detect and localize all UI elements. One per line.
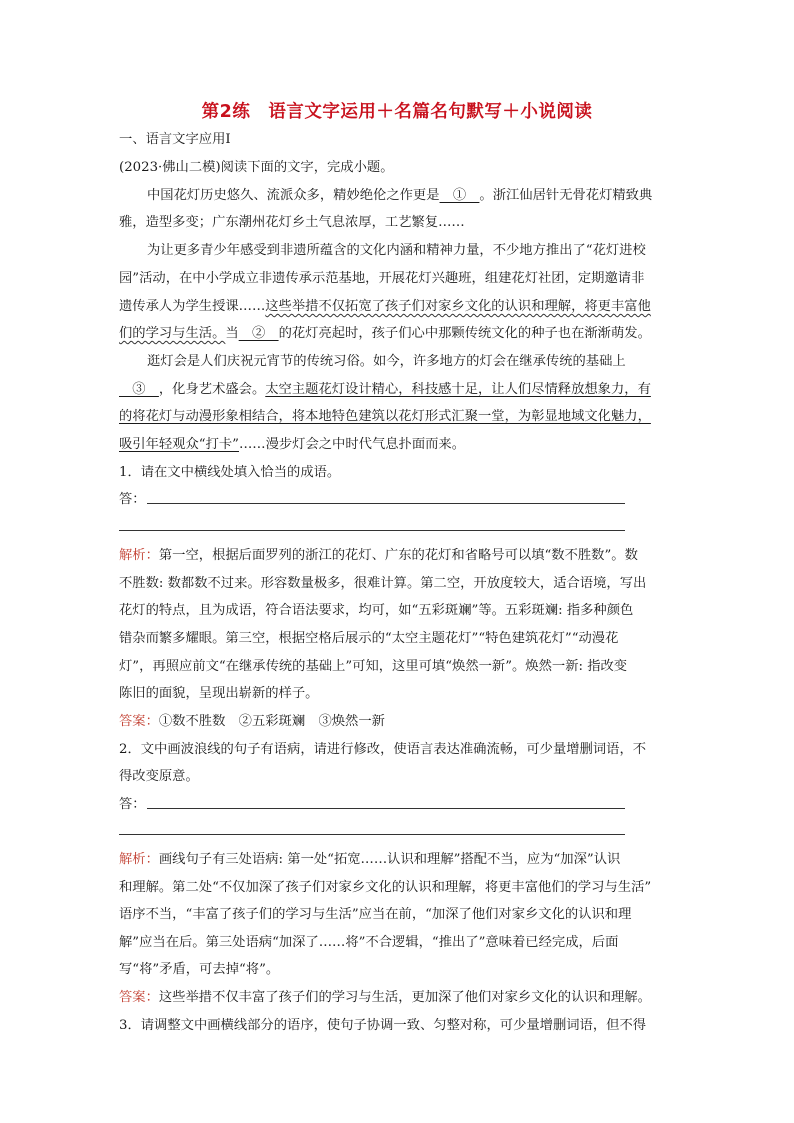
question-3: 3．请调整文中画横线部分的语序，使句子协调一致、匀整对称，可少量增删词语，但不得 <box>119 1018 647 1033</box>
analysis-label: 解析： <box>119 548 159 563</box>
answer-prefix: 答： <box>119 797 146 812</box>
passage-line: 吸引年轻观众“打卡”……漫步灯会之中时代气息扑面而来。 <box>119 437 466 452</box>
key-label: 答案： <box>119 714 159 729</box>
blank-3: ③ <box>119 382 159 397</box>
source-line: (2023·佛山二模)阅读下面的文字，完成小题。 <box>119 160 394 175</box>
wavy-sentence: 这些举措不仅拓宽了孩子们对家乡文化的认识和理解，将更丰富他 <box>265 299 651 314</box>
passage-line <box>119 408 651 425</box>
question-1: 1．请在文中横线处填入恰当的成语。 <box>119 465 341 480</box>
question-2: 2．文中画波浪线的句子有语病，请进行修改，使语言表达准确流畅，可少量增删词语，不 <box>119 742 647 757</box>
underlined-sentence: 吸引年轻观众“打卡” <box>119 437 239 452</box>
underlined-sentence: 太空主题花灯设计精心，科技感十足，让人们尽情释放想象力，有 <box>265 382 651 397</box>
analysis-line: 解析：画线句子有三处语病: 第一处“拓宽……认识和理解”搭配不当，应为“加深”认识 <box>119 852 621 867</box>
analysis-label: 解析： <box>119 852 159 867</box>
underlined-sentence: 的将花灯与动漫形象相结合，将本地特色建筑以花灯形式汇聚一堂，为彰显地域文化魅力， <box>119 409 651 424</box>
blank-2: ② <box>238 326 279 341</box>
analysis-line: 陈旧的面貌，呈现出崭新的样子。 <box>119 686 319 701</box>
passage-line: 雅，造型多变；广东潮州花灯乡土气息浓厚，工艺繁复…… <box>119 215 465 230</box>
analysis-line: 语序不当，“丰富了孩子们的学习与生活”应当在前，“加深了他们对家乡文化的认识和理 <box>119 907 632 922</box>
analysis-line: 写“将”矛盾，可去掉“将”。 <box>119 962 280 977</box>
analysis-line: 和理解。第二处“不仅加深了孩子们对家乡文化的认识和理解，将更丰富他们的学习与生活” <box>119 880 652 895</box>
page-title: 第2练 语言文字运用＋名篇名句默写＋小说阅读 <box>201 102 593 122</box>
passage-line: 遗传承人为学生授课……这些举措不仅拓宽了孩子们对家乡文化的认识和理解，将更丰富他 <box>119 299 651 314</box>
section-heading: 一、语言文字应用Ⅰ <box>119 132 231 147</box>
passage-line: ③ ，化身艺术盛会。太空主题花灯设计精心，科技感十足，让人们尽情释放想象力，有 <box>119 382 651 397</box>
passage-line: 逛灯会是人们庆祝元宵节的传统习俗。如今，许多地方的灯会在继承传统的基础上 <box>147 354 626 369</box>
key-line: 答案：①数不胜数 ②五彩斑斓 ③焕然一新 <box>119 714 385 729</box>
answer-line <box>147 808 625 809</box>
analysis-line: 花灯的特点，且为成语，符合语法要求，均可，如“五彩斑斓”等。五彩斑斓: 指多种颜色 <box>119 603 634 618</box>
passage-line: 为让更多青少年感受到非遗所蕴含的文化内涵和精神力量，不少地方推出了“花灯进校 <box>147 243 646 258</box>
question-2: 得改变原意。 <box>119 769 199 784</box>
key-label: 答案： <box>119 990 159 1005</box>
answer-line <box>147 503 625 504</box>
answer-line <box>119 834 625 835</box>
analysis-line: 解析：第一空，根据后面罗列的浙江的花灯、广东的花灯和省略号可以填“数不胜数”。数 <box>119 548 638 563</box>
answer-prefix: 答： <box>119 492 146 507</box>
passage-line: 园”活动，在中小学成立非遗传承示范基地，开展花灯兴趣班，组建花灯社团，定期邀请非 <box>119 271 645 286</box>
passage-line: 们的学习与生活。当 ② 的花灯亮起时，孩子们心中那颗传统文化的种子也在渐渐萌发。 <box>119 326 651 341</box>
analysis-line: 不胜数: 数都数不过来。形容数量极多，很难计算。第二空，开放度较大，适合语境，写出 <box>119 576 647 591</box>
passage-line: 中国花灯历史悠久、流派众多，精妙绝伦之作更是 ① 。浙江仙居针无骨花灯精致典 <box>147 188 653 203</box>
answer-line <box>119 530 625 531</box>
blank-1: ① <box>439 188 480 203</box>
key-line: 答案：这些举措不仅丰富了孩子们的学习与生活，更加深了他们对家乡文化的认识和理解。 <box>119 990 651 1005</box>
analysis-line: 解”应当在后。第三处语病“加深了……将”不合逻辑，“推出了”意味着已经完成，后面 <box>119 935 619 950</box>
analysis-line: 错杂而繁多耀眼。第三空，根据空格后展示的“太空主题花灯”“特色建筑花灯”“动漫花 <box>119 631 619 646</box>
wavy-sentence: 们的学习与生活。 <box>119 326 226 341</box>
analysis-line: 灯”，再照应前文“在继承传统的基础上”可知，这里可填“焕然一新”。焕然一新: 指改变 <box>119 659 628 674</box>
